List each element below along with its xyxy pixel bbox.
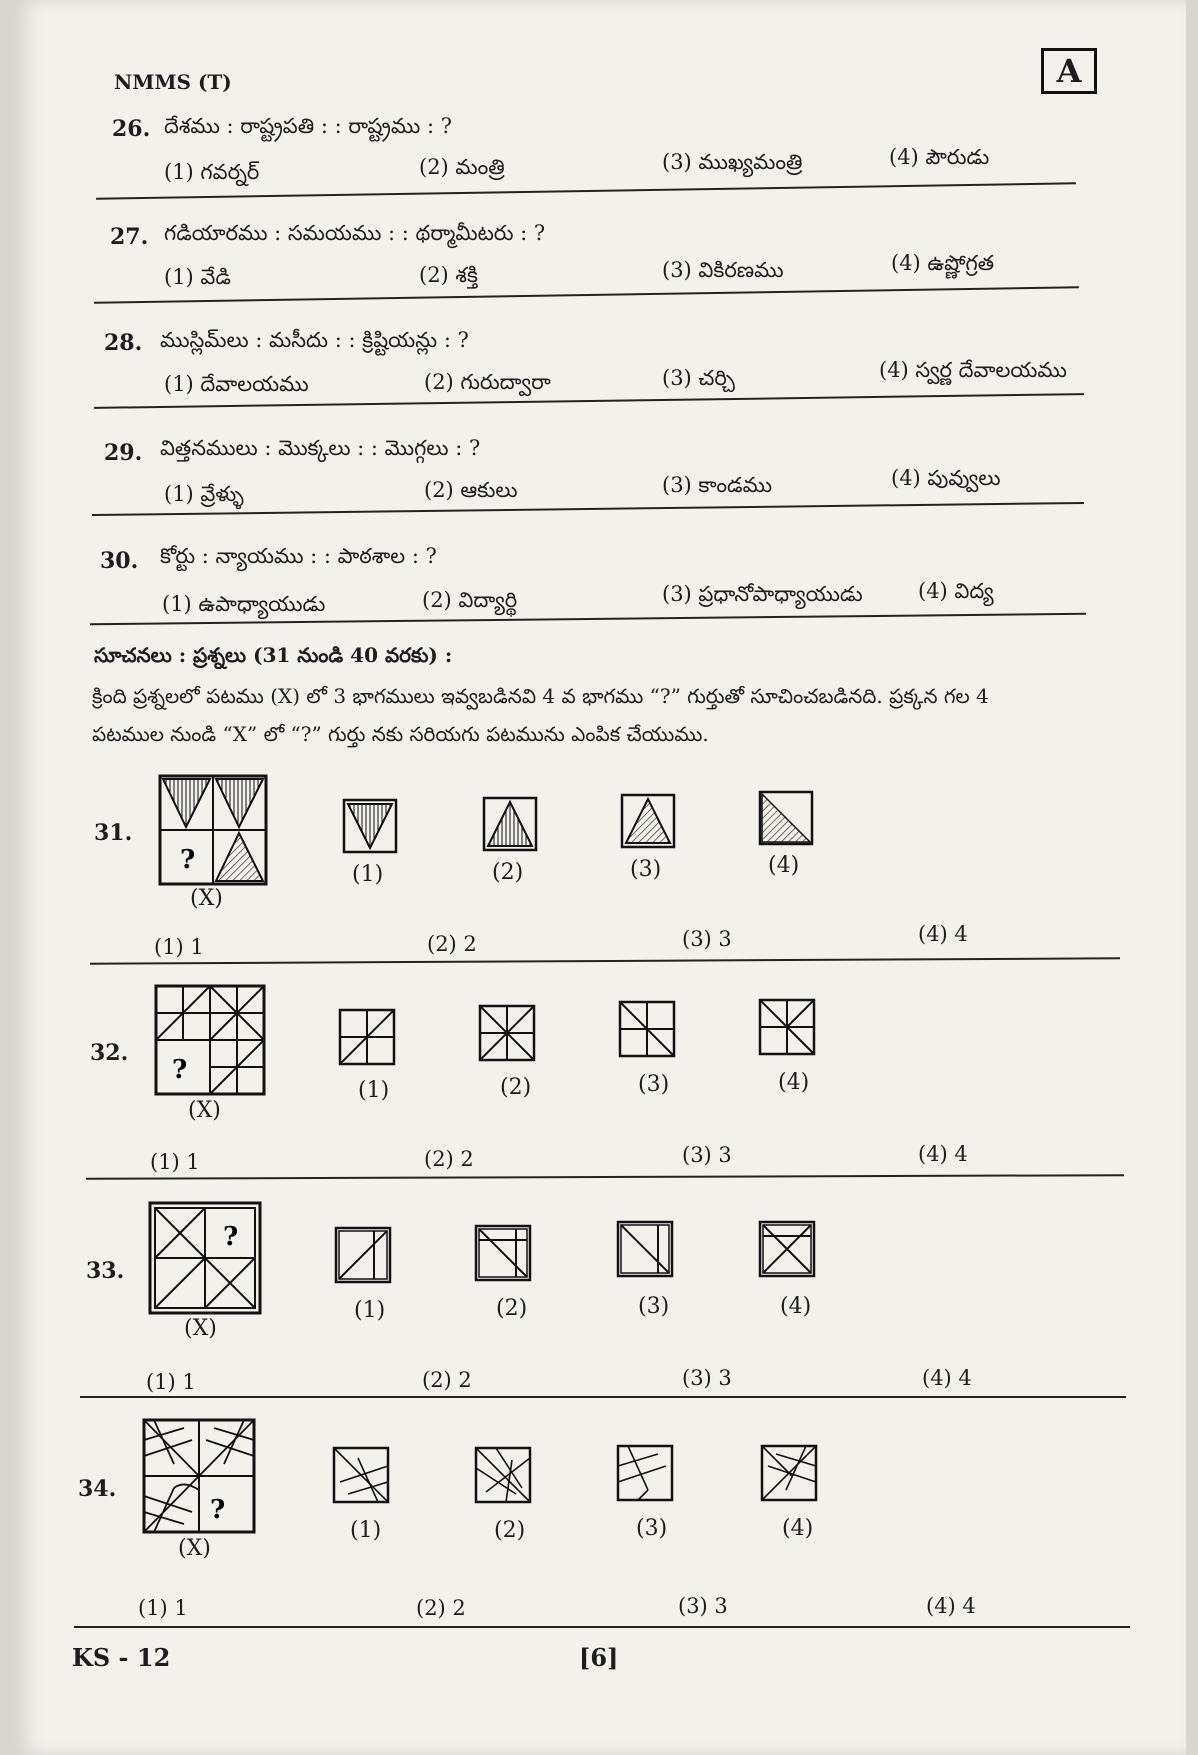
- option-4[interactable]: (4) విద్య: [918, 579, 994, 603]
- page-number: [6]: [579, 1643, 619, 1672]
- option-1[interactable]: (1) దేవాలయము: [164, 372, 309, 396]
- question-number: 32.: [90, 1040, 129, 1066]
- option-4[interactable]: (4) పువ్వులు: [891, 466, 1001, 490]
- paper-code: NMMS (T): [114, 70, 232, 94]
- exam-page: [14, 0, 1186, 1755]
- figure-option-3[interactable]: [618, 1222, 674, 1278]
- figure-option-4[interactable]: [760, 1222, 816, 1278]
- divider: [86, 1174, 1124, 1180]
- question-number: 27.: [110, 224, 149, 250]
- figure-option-1[interactable]: [340, 1010, 396, 1066]
- figure-x-label: (X): [178, 1536, 211, 1561]
- figure-option-label: (4): [780, 1294, 812, 1319]
- question-number: 28.: [104, 330, 143, 356]
- figure-x: [150, 1203, 262, 1315]
- option-2[interactable]: (2) గురుద్వారా: [424, 370, 551, 394]
- question-text: దేశము : రాష్ట్రపతి : : రాష్ట్రము : ?: [164, 114, 452, 138]
- figure-x-label: (X): [184, 1316, 217, 1341]
- figure-option-3[interactable]: [622, 795, 676, 849]
- figure-option-label: (3): [636, 1516, 668, 1541]
- figure-option-2[interactable]: [480, 1006, 536, 1062]
- figure-option-3[interactable]: [620, 1002, 676, 1058]
- option-2[interactable]: (2) మంత్రి: [419, 155, 505, 179]
- figure-option-label: (2): [494, 1518, 526, 1543]
- answer-option-1[interactable]: (1) 1: [138, 1596, 188, 1620]
- figure-option-label: (4): [778, 1070, 810, 1095]
- answer-option-1[interactable]: (1) 1: [146, 1370, 196, 1394]
- answer-option-4[interactable]: (4) 4: [922, 1366, 972, 1390]
- option-3[interactable]: (3) వికిరణము: [662, 258, 784, 282]
- figure-option-label: (3): [638, 1294, 670, 1319]
- set-badge: A: [1041, 48, 1097, 94]
- question-mark: ?: [223, 1222, 239, 1252]
- figure-option-4[interactable]: [762, 1446, 818, 1502]
- divider: [94, 286, 1079, 303]
- divider: [90, 957, 1120, 964]
- option-4[interactable]: (4) ఉష్ణోగ్రత: [891, 251, 995, 275]
- figure-option-2[interactable]: [484, 798, 538, 852]
- option-4[interactable]: (4) పౌరుడు: [889, 145, 990, 169]
- option-3[interactable]: (3) చర్చి: [662, 366, 735, 390]
- option-1[interactable]: (1) ఉపాధ్యాయుడు: [162, 592, 326, 616]
- option-3[interactable]: (3) కాండము: [662, 473, 773, 497]
- answer-option-3[interactable]: (3) 3: [682, 1143, 732, 1167]
- figure-option-4[interactable]: [760, 1000, 816, 1056]
- answer-option-1[interactable]: (1) 1: [154, 935, 204, 959]
- option-1[interactable]: (1) గవర్నర్: [164, 160, 260, 184]
- option-2[interactable]: (2) శక్తి: [419, 263, 478, 287]
- figure-option-label: (1): [354, 1298, 386, 1323]
- question-number: 31.: [94, 820, 133, 846]
- figure-option-label: (2): [500, 1075, 532, 1100]
- figure-x: [144, 1420, 256, 1534]
- figure-option-1[interactable]: [336, 1228, 392, 1284]
- figure-option-label: (3): [630, 857, 662, 882]
- figure-x-label: (X): [188, 1098, 221, 1123]
- figure-x: [156, 986, 266, 1096]
- option-1[interactable]: (1) వేడి: [164, 265, 231, 289]
- option-3[interactable]: (3) ముఖ్యమంత్రి: [662, 150, 803, 174]
- figure-option-label: (3): [638, 1072, 670, 1097]
- question-text: గడియారము : సమయము : : థర్మామీటరు : ?: [164, 221, 546, 245]
- answer-option-3[interactable]: (3) 3: [678, 1594, 728, 1618]
- instructions-line-2: పటముల నుండి “X” లో “?” గుర్తు నకు సరియగు పటమును ఎంపిక చేయుము.: [92, 722, 709, 746]
- question-number: 33.: [86, 1258, 125, 1284]
- divider: [74, 1626, 1130, 1628]
- figure-option-label: (4): [768, 853, 800, 878]
- answer-option-2[interactable]: (2) 2: [427, 932, 477, 956]
- question-number: 29.: [104, 440, 143, 466]
- answer-option-2[interactable]: (2) 2: [422, 1368, 472, 1392]
- question-text: ముస్లిమ్‌లు : మసీదు : : క్రిష్టియన్లు : ?: [160, 328, 469, 352]
- option-2[interactable]: (2) విద్యార్థి: [422, 588, 518, 612]
- option-1[interactable]: (1) వ్రేళ్ళు: [164, 482, 244, 506]
- option-4[interactable]: (4) స్వర్ణ దేవాలయము: [879, 358, 1067, 382]
- option-2[interactable]: (2) ఆకులు: [424, 478, 518, 502]
- question-text: విత్తనములు : మొక్కలు : : మొగ్గలు : ?: [160, 436, 481, 460]
- answer-option-3[interactable]: (3) 3: [682, 1366, 732, 1390]
- figure-x-label: (X): [190, 886, 223, 911]
- figure-option-label: (1): [350, 1518, 382, 1543]
- answer-option-2[interactable]: (2) 2: [424, 1147, 474, 1171]
- figure-x: [160, 776, 268, 886]
- instructions-title: సూచనలు : ప్రశ్నలు (31 నుండి 40 వరకు) :: [94, 643, 453, 667]
- figure-option-4[interactable]: [760, 792, 814, 846]
- footer-code: KS - 12: [72, 1643, 171, 1672]
- figure-option-label: (4): [782, 1516, 814, 1541]
- question-mark: ?: [210, 1495, 226, 1525]
- figure-option-3[interactable]: [618, 1446, 674, 1502]
- answer-option-4[interactable]: (4) 4: [918, 922, 968, 946]
- question-text: కోర్టు : న్యాయము : : పాఠశాల : ?: [160, 544, 437, 568]
- figure-option-2[interactable]: [476, 1448, 532, 1504]
- answer-option-3[interactable]: (3) 3: [682, 927, 732, 951]
- option-3[interactable]: (3) ప్రధానోపాధ్యాయుడు: [662, 582, 863, 606]
- answer-option-2[interactable]: (2) 2: [416, 1596, 466, 1620]
- question-mark: ?: [172, 1055, 188, 1085]
- answer-option-4[interactable]: (4) 4: [918, 1142, 968, 1166]
- instructions-line-1: క్రింది ప్రశ్నలలో పటము (X) లో 3 భాగములు ఇవ్వబడినవి 4 వ భాగము “?” గుర్తుతో సూచించబడినది. ప్రక్కన గల 4: [92, 684, 989, 708]
- question-number: 26.: [112, 116, 151, 142]
- question-number: 34.: [78, 1476, 117, 1502]
- figure-option-2[interactable]: [476, 1226, 532, 1282]
- figure-option-label: (2): [492, 860, 524, 885]
- figure-option-1[interactable]: [334, 1448, 390, 1504]
- question-mark: ?: [180, 845, 196, 875]
- answer-option-4[interactable]: (4) 4: [926, 1594, 976, 1618]
- question-number: 30.: [100, 548, 139, 574]
- answer-option-1[interactable]: (1) 1: [150, 1150, 200, 1174]
- figure-option-1[interactable]: [344, 800, 398, 854]
- figure-option-label: (2): [496, 1296, 528, 1321]
- divider: [80, 1396, 1126, 1398]
- figure-option-label: (1): [352, 862, 384, 887]
- figure-option-label: (1): [358, 1078, 390, 1103]
